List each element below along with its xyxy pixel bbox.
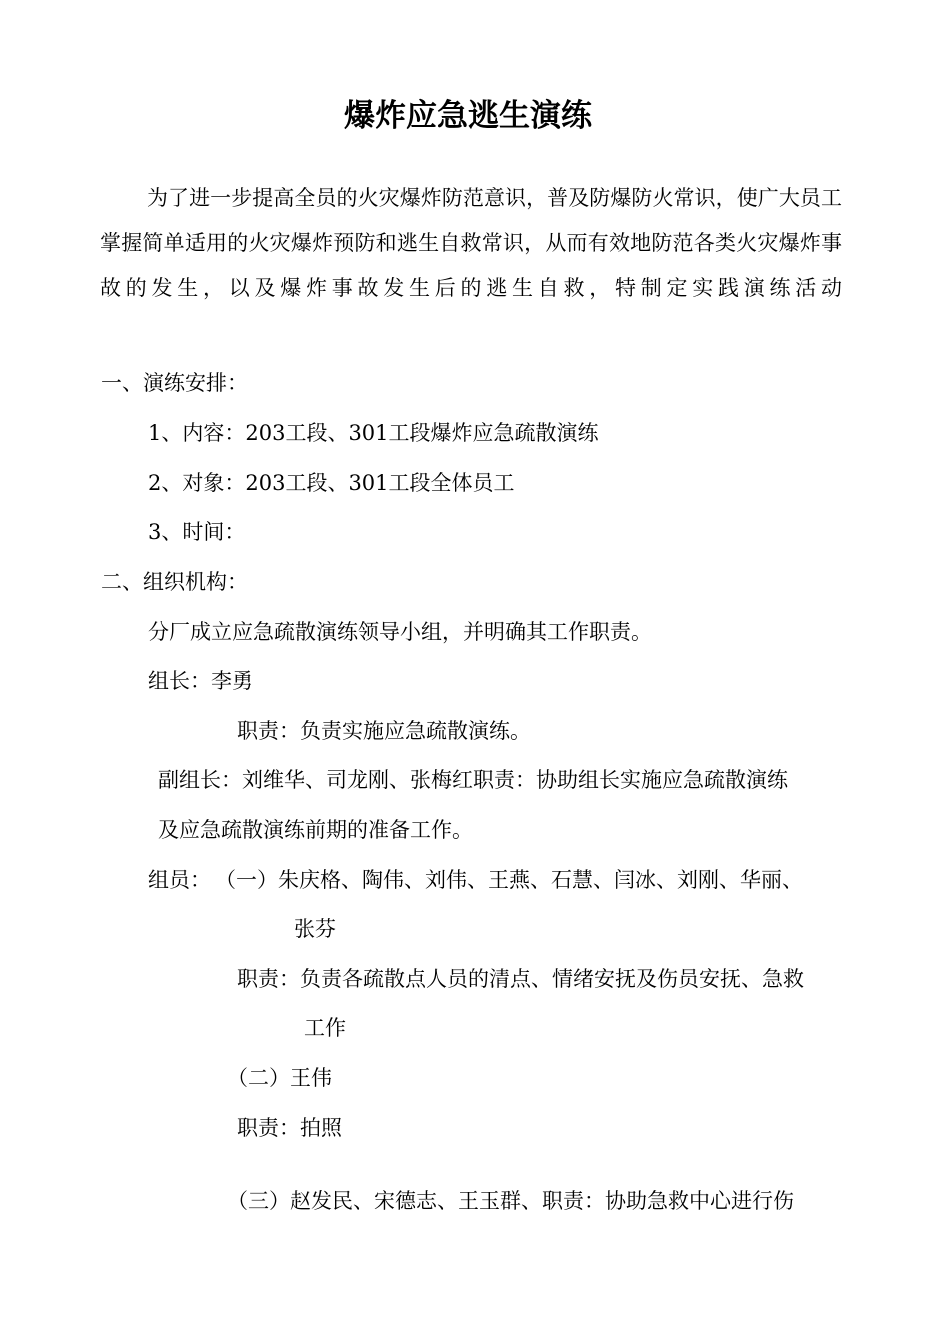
document-title: 爆炸应急逃生演练 (344, 98, 592, 134)
deputy-leaders-line-2: 及应急疏散演练前期的准备工作。 (158, 818, 473, 842)
members-label: 组员： (148, 868, 211, 892)
section-heading-arrangement: 一、演练安排： (101, 371, 248, 395)
arrangement-audience: 2、对象：203工段、301工段全体员工 (148, 471, 515, 495)
organization-intro: 分厂成立应急疏散演练领导小组，并明确其工作职责。 (148, 620, 652, 644)
group-2-members: （二）王伟 (227, 1066, 332, 1090)
group-1-duty-line-2: 工作 (304, 1016, 346, 1040)
group-2-duty: 职责：拍照 (237, 1116, 342, 1140)
team-leader-duty: 职责：负责实施应急疏散演练。 (237, 719, 531, 743)
group-1-members-line-2: 张芬 (294, 917, 336, 941)
deputy-leaders-line-1: 副组长：刘维华、司龙刚、张梅红职责：协助组长实施应急疏散演练 (158, 768, 788, 792)
intro-paragraph: 为了进一步提高全员的火灾爆炸防范意识，普及防爆防火常识，使广大员工掌握简单适用的火灾爆炸预防和逃生自救常识，从而有效地防范各类火灾爆炸事故的发生，以及爆炸事故发生后的逃生自救，特制定实践演练活动 (100, 186, 842, 300)
team-leader: 组长：李勇 (148, 669, 253, 693)
section-heading-organization: 二、组织机构： (101, 570, 248, 594)
group-1-duty-line-1: 职责：负责各疏散点人员的清点、情绪安抚及伤员安抚、急救 (237, 967, 804, 991)
group-1-members-line-1: （一）朱庆格、陶伟、刘伟、王燕、石慧、闫冰、刘刚、华丽、 (215, 868, 803, 892)
arrangement-time: 3、时间： (148, 520, 246, 544)
group-3-members-line-1: （三）赵发民、宋德志、王玉群、职责：协助急救中心进行伤 (227, 1189, 794, 1213)
arrangement-content: 1、内容：203工段、301工段爆炸应急疏散演练 (148, 421, 599, 445)
